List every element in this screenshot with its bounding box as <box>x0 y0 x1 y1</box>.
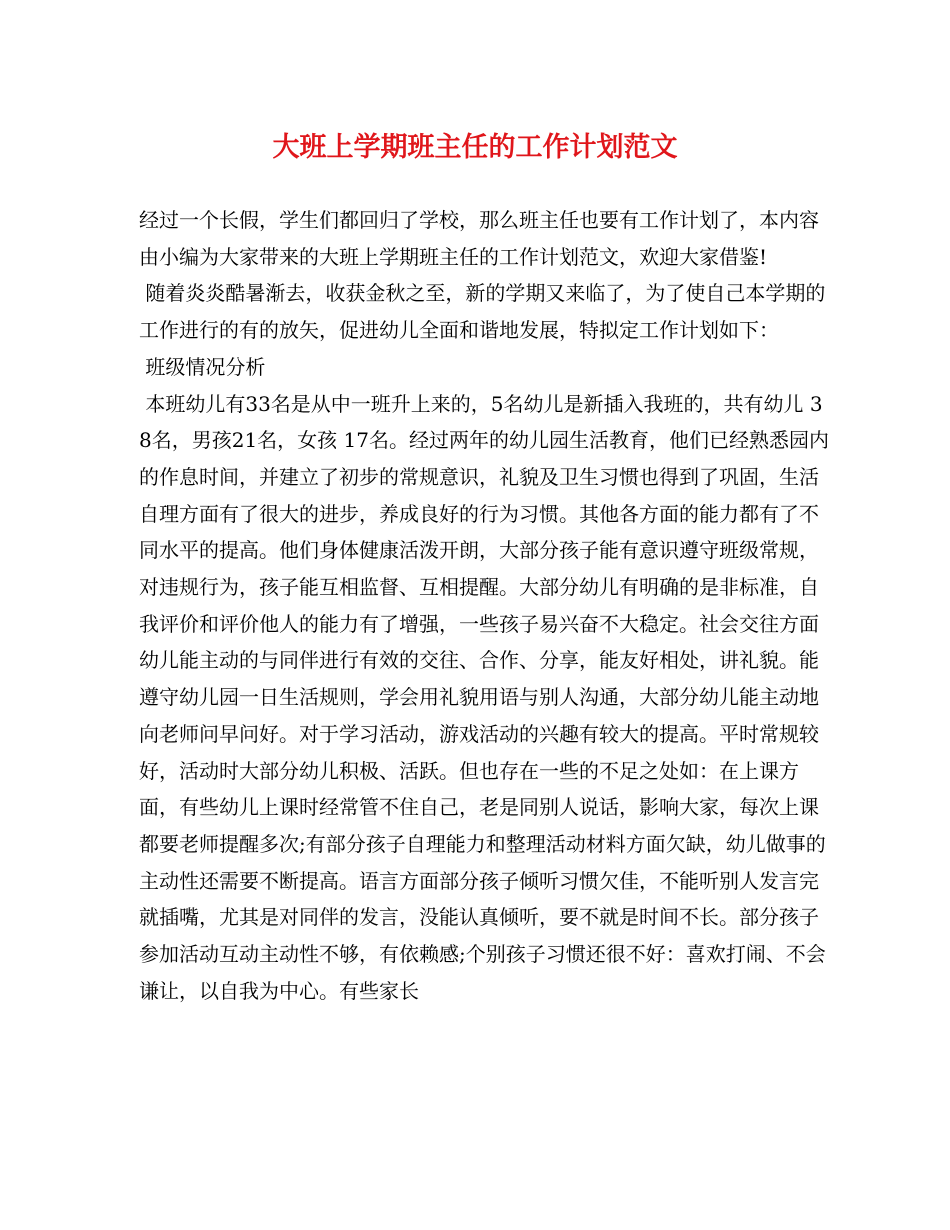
paragraph-class-analysis: 本班幼儿有33名是从中一班升上来的，5名幼儿是新插入我班的，共有幼儿 38名，男孩21名，女孩 17名。经过两年的幼儿园生活教育，他们已经熟悉园内的作息时间，并建立了初步的常规意识，礼貌及卫生习惯也得到了巩固，生活自理方面有了很大的进步，养成良好的行为习惯。其他各方面的能力都有了不同水平的提高。他们身体健康活泼开朗，大部分孩子能有意识遵守班级常规，对违规行为，孩子能互相监督、互相提醒。大部分幼儿有明确的是非标准，自我评价和评价他人的能力有了增强，一些孩子易兴奋不大稳定。社会交往方面幼儿能主动的与同伴进行有效的交往、合作、分享，能友好相处，讲礼貌。能遵守幼儿园一日生活规则，学会用礼貌用语与别人沟通，大部分幼儿能主动地向老师问早问好。对于学习活动，游戏活动的兴趣有较大的提高。平时常规较好，活动时大部分幼儿积极、活跃。但也存在一些的不足之处如：在上课方面，有些幼儿上课时经常管不住自己，老是同别人说话，影响大家，每次上课都要老师提醒多次;有部分孩子自理能力和整理活动材料方面欠缺，幼儿做事的主动性还需要不断提高。语言方面部分孩子倾听习惯欠佳，不能听别人发言完就插嘴，尤其是对同伴的发言，没能认真倾听，要不就是时间不长。部分孩子参加活动互动主动性不够，有依赖感;个别孩子习惯还很不好：喜欢打闹、不会谦让，以自我为中心。有些家长 <box>139 391 829 1003</box>
paragraph-plan-intro: 随着炎炎酷暑渐去，收获金秋之至，新的学期又来临了，为了使自己本学期的工作进行的有的放矢，促进幼儿全面和谐地发展，特拟定工作计划如下： <box>139 281 826 343</box>
section-heading-class-analysis: 班级情况分析 <box>139 354 266 379</box>
document-title: 大班上学期班主任的工作计划范文 <box>272 132 678 163</box>
paragraph-intro: 经过一个长假，学生们都回归了学校，那么班主任也要有工作计划了，本内容由小编为大家带来的大班上学期班主任的工作计划范文，欢迎大家借鉴! <box>139 208 819 269</box>
document-body <box>139 202 829 1009</box>
